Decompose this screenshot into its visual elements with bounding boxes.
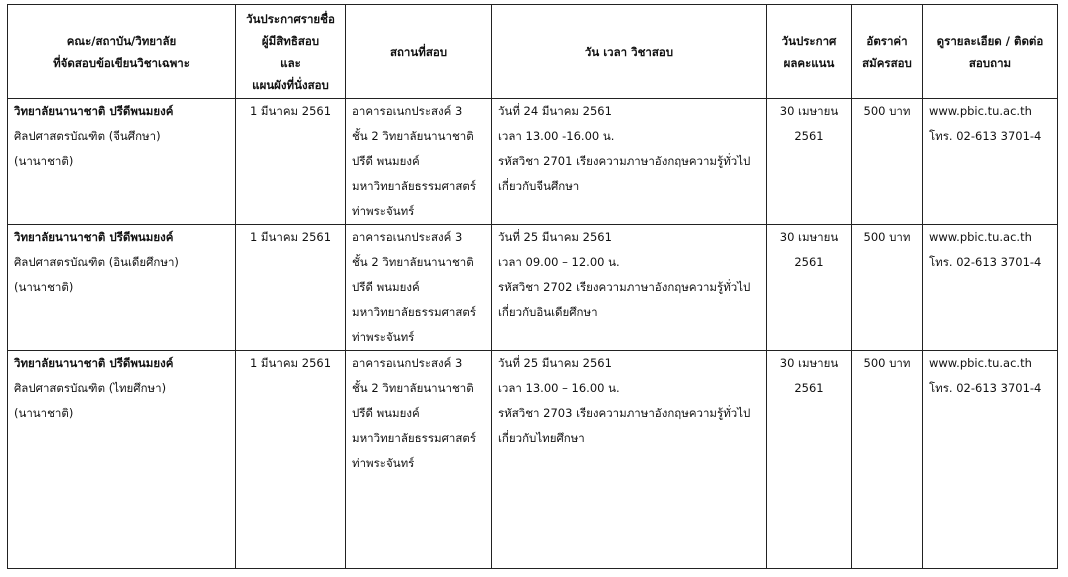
contact-phone: โทร. 02-613 3701-4 (929, 129, 1042, 143)
table-row (8, 225, 1058, 351)
result-date-cell: 30 เมษายน 2561 (767, 351, 852, 569)
header-datetime: วัน เวลา วิชาสอบ (492, 5, 767, 99)
header-venue: สถานที่สอบ (346, 5, 492, 99)
announce-date-cell: 1 มีนาคม 2561 (236, 99, 346, 225)
contact-phone: โทร. 02-613 3701-4 (929, 255, 1042, 269)
faculty-cell (8, 99, 236, 225)
result-date-cell: 30 เมษายน 2561 (767, 99, 852, 225)
faculty-name: วิทยาลัยนานาชาติ ปรีดีพนมยงค์ (14, 356, 174, 370)
fee-cell: 500 บาท (852, 225, 923, 351)
faculty-name: วิทยาลัยนานาชาติ ปรีดีพนมยงค์ (14, 104, 174, 118)
contact-website: www.pbic.tu.ac.th (929, 356, 1032, 370)
contact-website: www.pbic.tu.ac.th (929, 230, 1032, 244)
header-faculty: คณะ/สถาบัน/วิทยาลัย ที่จัดสอบข้อเขียนวิชาเฉพาะ (8, 5, 236, 99)
header-row (8, 5, 1058, 99)
program-name: ศิลปศาสตรบัณฑิต (อินเดียศึกษา) (14, 255, 179, 269)
contact-cell (923, 99, 1058, 225)
fee-cell: 500 บาท (852, 99, 923, 225)
header-announce-names: วันประกาศรายชื่อ ผู้มีสิทธิสอบ และ แผนผังที่นั่งสอบ (236, 5, 346, 99)
contact-phone: โทร. 02-613 3701-4 (929, 381, 1042, 395)
datetime-cell: วันที่ 24 มีนาคม 2561 เวลา 13.00 -16.00 น. รหัสวิชา 2701 เรียงความภาษาอังกฤษความรู้ทั่วไป เกี่ยวกับจีนศึกษา (492, 99, 767, 225)
faculty-cell (8, 351, 236, 569)
program-name: ศิลปศาสตรบัณฑิต (จีนศึกษา) (14, 129, 161, 143)
table-row (8, 351, 1058, 569)
program-type: (นานาชาติ) (14, 406, 74, 420)
venue-cell: อาคารอเนกประสงค์ 3 ชั้น 2 วิทยาลัยนานาชาติ ปรีดี พนมยงค์ มหาวิทยาลัยธรรมศาสตร์ ท่าพระจันทร์ (346, 99, 492, 225)
program-type: (นานาชาติ) (14, 154, 74, 168)
program-type: (นานาชาติ) (14, 280, 74, 294)
faculty-cell (8, 225, 236, 351)
contact-cell (923, 225, 1058, 351)
contact-cell (923, 351, 1058, 569)
header-fee: อัตราค่า สมัครสอบ (852, 5, 923, 99)
venue-cell: อาคารอเนกประสงค์ 3 ชั้น 2 วิทยาลัยนานาชาติ ปรีดี พนมยงค์ มหาวิทยาลัยธรรมศาสตร์ ท่าพระจันทร์ (346, 351, 492, 569)
datetime-cell: วันที่ 25 มีนาคม 2561 เวลา 09.00 – 12.00 น. รหัสวิชา 2702 เรียงความภาษาอังกฤษความรู้ทั่วไป เกี่ยวกับอินเดียศึกษา (492, 225, 767, 351)
table-row (8, 99, 1058, 225)
datetime-cell: วันที่ 25 มีนาคม 2561 เวลา 13.00 – 16.00 น. รหัสวิชา 2703 เรียงความภาษาอังกฤษความรู้ทั่วไป เกี่ยวกับไทยศึกษา (492, 351, 767, 569)
contact-website: www.pbic.tu.ac.th (929, 104, 1032, 118)
announce-date-cell: 1 มีนาคม 2561 (236, 351, 346, 569)
program-name: ศิลปศาสตรบัณฑิต (ไทยศึกษา) (14, 381, 167, 395)
faculty-name: วิทยาลัยนานาชาติ ปรีดีพนมยงค์ (14, 230, 174, 244)
fee-cell: 500 บาท (852, 351, 923, 569)
announce-date-cell: 1 มีนาคม 2561 (236, 225, 346, 351)
venue-cell: อาคารอเนกประสงค์ 3 ชั้น 2 วิทยาลัยนานาชาติ ปรีดี พนมยงค์ มหาวิทยาลัยธรรมศาสตร์ ท่าพระจันทร์ (346, 225, 492, 351)
header-contact: ดูรายละเอียด / ติดต่อ สอบถาม (923, 5, 1058, 99)
result-date-cell: 30 เมษายน 2561 (767, 225, 852, 351)
exam-schedule-table (7, 4, 1058, 569)
header-result-date: วันประกาศ ผลคะแนน (767, 5, 852, 99)
